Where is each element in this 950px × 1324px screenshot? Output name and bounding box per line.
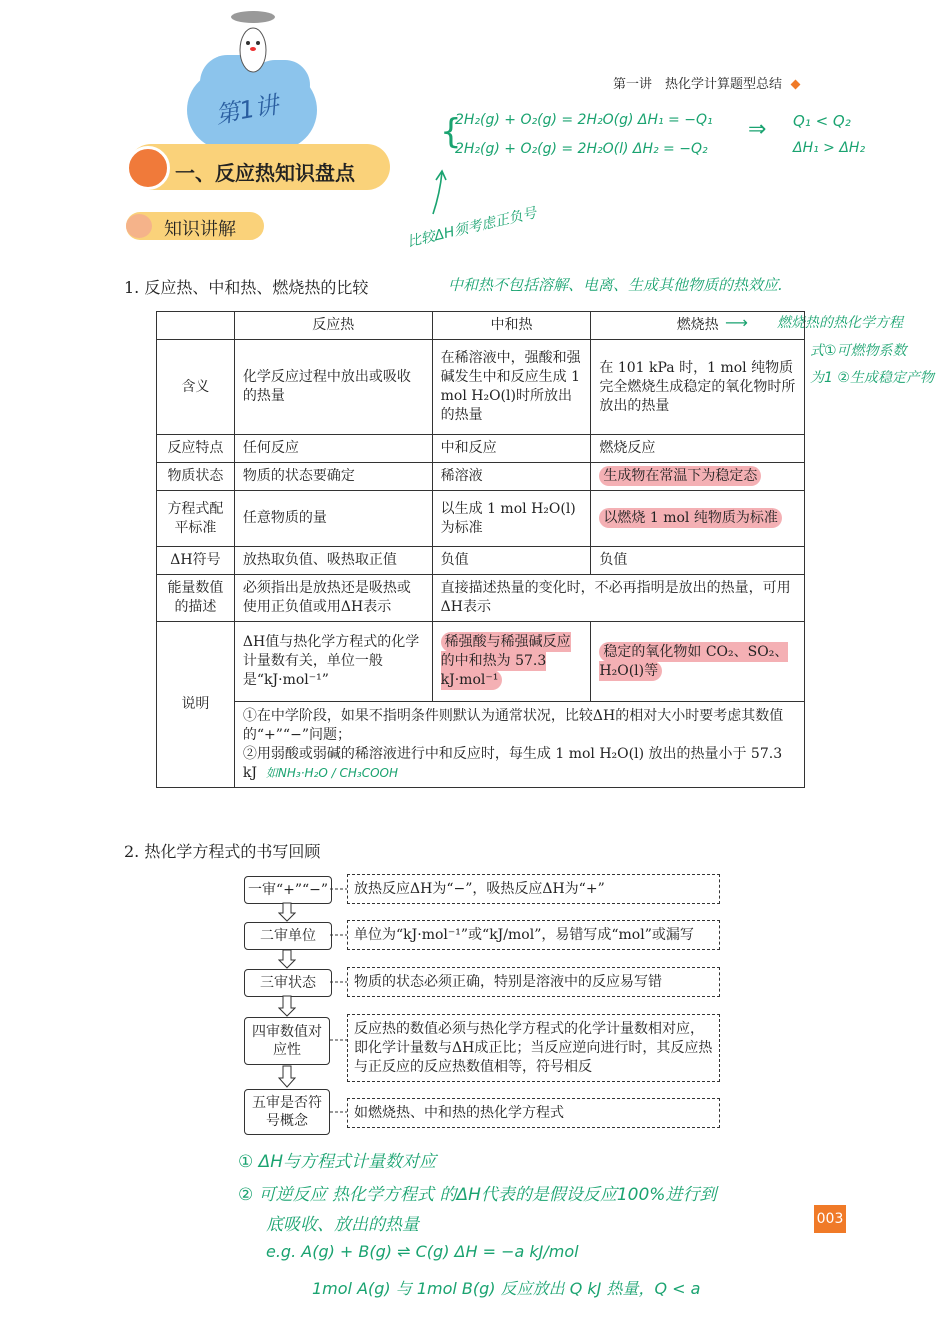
diamond-icon bbox=[791, 80, 801, 90]
row-label: 物质状态 bbox=[157, 463, 235, 491]
row-label: 反应特点 bbox=[157, 435, 235, 463]
table-cell: 在 101 kPa 时，1 mol 纯物质完全燃烧生成稳定的氧化物时所放出的热量 bbox=[591, 340, 805, 435]
page-number: 003 bbox=[814, 1205, 846, 1233]
table-cell: ΔH值与热化学方程式的化学计量数有关，单位一般是“kJ·mol⁻¹” bbox=[234, 622, 432, 702]
flask-icon bbox=[126, 146, 170, 190]
table-row bbox=[157, 491, 805, 547]
hand-eq2: 2H₂(g) + O₂(g) = 2H₂O(l) ΔH₂ = −Q₂ bbox=[455, 141, 708, 157]
highlight: 稳定的氧化物如 CO₂、SO₂、H₂O(l)等 bbox=[599, 643, 789, 679]
hand-example-note: 如NH₃·H₂O / CH₃COOH bbox=[265, 765, 398, 780]
hand-eq1: 2H₂(g) + O₂(g) = 2H₂O(g) ΔH₁ = −Q₁ bbox=[455, 112, 713, 128]
row-label: ΔH符号 bbox=[157, 547, 235, 575]
flow-desc-4: 反应热的数值必须与热化学方程式的化学计量数相对应，即化学计量数与ΔH成正比；当反应逆向进行时，其反应热与正反应的反应热数值相等，符号相反 bbox=[347, 1014, 720, 1082]
hand-note2: ② 可逆反应 热化学方程式 的ΔH代表的是假设反应100%进行到 bbox=[238, 1185, 717, 1205]
hand-brace: { bbox=[440, 112, 462, 152]
section-title: 一、反应热知识盘点 bbox=[175, 161, 355, 185]
hand-note1: ① ΔH与方程式计量数对应 bbox=[238, 1152, 437, 1172]
table-cell: 放热取负值、吸热取正值 bbox=[234, 547, 432, 575]
hand-combust2: 式①可燃物系数 bbox=[810, 343, 907, 359]
table-cell: 中和反应 bbox=[432, 435, 591, 463]
flow-desc-3: 物质的状态必须正确，特别是溶液中的反应易写错 bbox=[347, 967, 720, 997]
comparison-table bbox=[156, 311, 805, 788]
flow-step-3: 三审状态 bbox=[244, 969, 332, 997]
flow-step-4: 四审数值对应性 bbox=[244, 1017, 330, 1065]
table-row bbox=[157, 547, 805, 575]
hand-neutral: 中和热不包括溶解、电离、生成其他物质的热效应. bbox=[448, 276, 783, 294]
table-cell: 直接描述热量的变化时，不必再指明是放出的热量，可用ΔH表示 bbox=[432, 575, 804, 622]
note-2: ②用弱酸或弱碱的稀溶液进行中和反应时，每生成 1 mol H₂O(l) 放出的热量小于 57.3 kJ bbox=[242, 745, 783, 781]
row-label: 说明 bbox=[157, 622, 235, 788]
table-row bbox=[157, 435, 805, 463]
hand-combust3: 为1 ②生成稳定产物 bbox=[810, 370, 934, 386]
flow-desc-5: 如燃烧热、中和热的热化学方程式 bbox=[347, 1098, 720, 1128]
hand-arrow-up bbox=[428, 168, 448, 216]
highlight: 以燃烧 1 mol 纯物质为标准 bbox=[599, 508, 781, 528]
row-label: 方程式配平标准 bbox=[157, 491, 235, 547]
table-cell: 负值 bbox=[591, 547, 805, 575]
table-cell bbox=[591, 622, 805, 702]
header-text: 第一讲 热化学计算题型总结 bbox=[613, 77, 783, 92]
table-cell: 以生成 1 mol H₂O(l)为标准 bbox=[432, 491, 591, 547]
highlight: 稀强酸与稀强碱反应的中和热为 57.3 kJ·mol⁻¹ bbox=[440, 634, 571, 688]
subtitle: 知识讲解 bbox=[164, 219, 236, 240]
hand-note5: 1mol A(g) 与 1mol B(g) 反应放出 Q kJ 热量，Q < a bbox=[312, 1279, 701, 1298]
table-cell bbox=[591, 491, 805, 547]
table-row bbox=[157, 463, 805, 491]
flow-arrows bbox=[278, 902, 296, 1092]
table-cell bbox=[591, 463, 805, 491]
hand-note3: 底吸收、放出的热量 bbox=[266, 1215, 419, 1235]
hand-compare: 比较ΔH须考虑正负号 bbox=[405, 205, 538, 251]
table-cell: 在稀溶液中，强酸和强碱发生中和反应生成 1 mol H₂O(l)时所放出的热量 bbox=[432, 340, 591, 435]
table-cell: 任何反应 bbox=[234, 435, 432, 463]
table-row bbox=[157, 340, 805, 435]
flow-step-1: 一审“+”“−” bbox=[244, 876, 332, 904]
hand-res1: Q₁ < Q₂ bbox=[793, 112, 851, 130]
table-row bbox=[157, 702, 805, 788]
table-cell bbox=[234, 702, 804, 788]
flow-desc-2: 单位为“kJ·mol⁻¹”或“kJ/mol”，易错写成“mol”或漏写 bbox=[347, 920, 720, 950]
table-cell: 物质的状态要确定 bbox=[234, 463, 432, 491]
flow-desc-1: 放热反应ΔH为“−”，吸热反应ΔH为“+” bbox=[347, 874, 720, 904]
flow-step-2: 二审单位 bbox=[244, 922, 332, 950]
table-header: 燃烧热 bbox=[591, 312, 805, 340]
flow-step-5: 五审是否符号概念 bbox=[244, 1089, 330, 1135]
lecture-label: 第1讲 bbox=[213, 90, 281, 130]
hand-combust1: 燃烧热的热化学方程 bbox=[777, 315, 903, 331]
page-header bbox=[613, 73, 799, 92]
table-row bbox=[157, 622, 805, 702]
row-label: 含义 bbox=[157, 340, 235, 435]
mascot-icon bbox=[228, 5, 278, 75]
hand-arrow-right: ⟶ bbox=[725, 313, 748, 332]
hand-arrow: ⇒ bbox=[748, 117, 767, 142]
table-header bbox=[157, 312, 235, 340]
table-cell bbox=[432, 622, 591, 702]
note-2-line bbox=[243, 745, 796, 783]
table-header-row bbox=[157, 312, 805, 340]
section1-heading: 1. 反应热、中和热、燃烧热的比较 bbox=[124, 278, 369, 297]
table-header: 反应热 bbox=[234, 312, 432, 340]
flow-dash-links bbox=[330, 880, 348, 1120]
section2-heading: 2. 热化学方程式的书写回顾 bbox=[124, 842, 321, 861]
row-label: 能量数值的描述 bbox=[157, 575, 235, 622]
table-row bbox=[157, 575, 805, 622]
bubble-icon bbox=[126, 214, 152, 238]
table-cell: 燃烧反应 bbox=[591, 435, 805, 463]
table-cell: 任意物质的量 bbox=[234, 491, 432, 547]
table-header: 中和热 bbox=[432, 312, 591, 340]
table-cell: 化学反应过程中放出或吸收的热量 bbox=[234, 340, 432, 435]
hand-res2: ΔH₁ > ΔH₂ bbox=[793, 140, 866, 156]
table-cell: 必须指出是放热还是吸热或使用正负值或用ΔH表示 bbox=[234, 575, 432, 622]
table-cell: 负值 bbox=[432, 547, 591, 575]
note-1: ①在中学阶段，如果不指明条件则默认为通常状况，比较ΔH的相对大小时要考虑其数值的“+”“−”问题； bbox=[242, 707, 784, 743]
highlight: 生成物在常温下为稳定态 bbox=[599, 466, 761, 486]
hand-note4: e.g. A(g) + B(g) ⇌ C(g) ΔH = −a kJ/mol bbox=[266, 1242, 579, 1261]
table-cell: 稀溶液 bbox=[432, 463, 591, 491]
